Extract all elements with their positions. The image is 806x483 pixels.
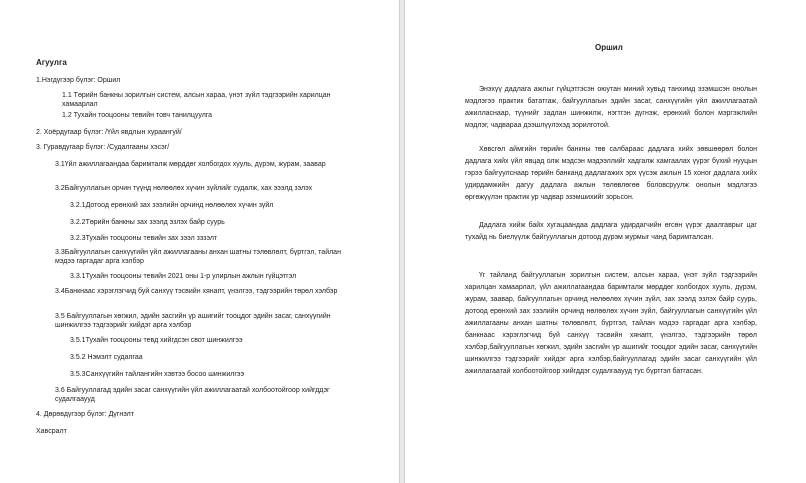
toc-entry[interactable]: 2. Хоёрдугаар бүлэг: /Үйл явдлын хураангуй/: [36, 129, 182, 136]
toc-entry[interactable]: 3.2.2Төрийн банкны зах зээлд эзлэх байр суурь: [70, 219, 225, 226]
intro-paragraph: Хөвсгөл аймгийн төрийн банкны төв салбараас дадлага хийх зөвшөөрөл болон дадлага хийх үйл явцад олж мэдсэн мэдээллийг хадгалж хамгаалах үүрэг бүхий нууцын гэрээ байгуулснаар төрийн банканд дадлагажих эрх үүсэж ажлын 15 хоног дадлага хийх удирдамжийн дагуу дадлага ажлын төлөвлөгөө боловсруулж онолын мэдлэгээ өргөжүүлэн практик ур чадвар эзэмшихийг зорьсон.: [465, 146, 757, 201]
intro-paragraph: Дадлага хийж байх хугацаандаа дадлага удирдагчийн өгсөн үүрэг даалгаврыг цаг тухайд нь биелүүлж байгууллагын дотоод дүрэм журмыг чанд баримталсан.: [465, 222, 757, 241]
toc-entry[interactable]: 3.5.3Санхүүгийн тайлангийн хэвтээ босоо шинжилгээ: [70, 371, 245, 378]
toc-entry[interactable]: 3.3Байгууллагын санхүүгийн үйл ажиллагааны анхан шатны тэлөвлөлт, бүртгэл, тайлан мэдээ гаргадаг арга хэлбэр: [55, 249, 341, 265]
toc-entry[interactable]: 4. Дөрөвдүгээр бүлэг: Дүгнэлт: [36, 411, 134, 418]
intro-paragraph: Үг тайланд байгууллагын зорилгын систем, алсын хараа, үнэт зүйл тэдгээрийн харилцан хамаарлал, үйл ажиллагаандаа баримталж мөрддөг холбогдох хууль, дүрэм, журам, заавар, байгууллагын орчинд нөлөөлөх хүчин зүйл, зах зээлд эзлэх байр суурь, дотоод ерөнхий зах зээлийн орчинд нөлөөлөх хүчин зүйл, байгууллагын санхүүгийн үйл ажиллагааны анхан шатны төлөвлөлт, бүртгэл, тайлан мэдээ гаргадаг арга хэлбэр, банкнаас хэрэглэгчид буй санхүү тэсвийн хянапт, үнэлгээ, тэдгээрийн төрөл хэлбэр,байгууллагын хөгжил, эдийн засгийн үр ашигийг тооцдог эдийн засаг, санхүүгийн шинжилгээ тэдгээрийг хийдэг арга хэлбэр,байгууллагад эдийн засаг санхүүгийн үйл ажиллагаатай холбоотойгоор хийгддэг судалгааууд тус бүртгэл батгасан.: [465, 272, 757, 375]
toc-entry[interactable]: 3.3.1Тухайн тооцооны тевийн 2021 оны 1-р улирлын ажлын гүйцэтгэл: [70, 273, 297, 280]
intro-paragraph: Энэхүү дадлага ажлыг гүйцэтгэсэн оюутан миний хувьд танхимд эзэмшсэн онолын мэдлэгээ практик бататгаж, байгууллагын эдийн засаг, санхүүгийн үйл ажиллагаатай ажилласнаар, түүнийг задлан шинжилж, нэгтгэн дүгнэж, ерөнхий болон мэргэжлийн мэдлэг, чадвараа дээшлүүлэхэд зорилготой.: [465, 86, 757, 129]
intro-page: [405, 0, 806, 483]
toc-entry[interactable]: 1.2 Тухайн тооцооны тевийн товч танилцуулга: [62, 112, 213, 119]
toc-entry[interactable]: 3.4Банкнаас хэрэглэгчид буй санхүү тэсвийн хянапт, үнэлгээ, тэдгээрийн төрөл хэлбэр: [55, 288, 338, 295]
toc-entry[interactable]: 3.5 Байгууллагын хөгжил, эдийн засгийн үр ашигийг тооцдог эдийн засаг, санхүүгийн шинжилгээ тэдгээрийг хийдэг арга хэлбэр: [55, 313, 331, 329]
intro-title: Оршил: [595, 43, 623, 52]
toc-entry[interactable]: 1.1 Төрийн банкны зорилгын систем, алсын хараа, үнэт зүйл тэдгээрийн харилцан хамаарлал: [62, 92, 331, 108]
toc-entry[interactable]: 3.1Үйл ажиллагаандаа баримталж мөрддөг холбогдох хууль, дүрэм, журам, заавар: [55, 161, 326, 168]
toc-entry[interactable]: 3.2Байгууллагын орчин түүнд нөлөөлөх хүчин зүйлийг судалж, хах эээлд зэлэх: [55, 185, 313, 192]
toc-entry[interactable]: 3.2.1Дотоод ерөнхий зах зээлийн орчинд нөлөөлөх хүчин зүйл: [70, 202, 274, 209]
toc-entry[interactable]: 1.Нэгдүгээр бүлэг: Оршил: [36, 77, 121, 84]
toc-page: [0, 0, 400, 483]
toc-entry[interactable]: 3.2.3Тухайн тооцооны тевийн зах зээл зэзэлт: [70, 235, 218, 242]
toc-title: Агуулга: [36, 58, 67, 67]
toc-entry[interactable]: 3. Гуравдугаар бүлэг: /Судалгааны хэсэг/: [36, 144, 170, 151]
toc-entry[interactable]: 3.6 Байгууллагад эдийн засаг санхүүгийн үйл ажиллагаатай холбоотойгоор хийгддэг судалгааууд: [55, 387, 330, 403]
toc-entry[interactable]: 3.5.2 Нэмэлт судалгаа: [70, 354, 143, 361]
toc-entry[interactable]: Хавсралт: [36, 428, 67, 435]
toc-entry[interactable]: 3.5.1Тухайн тооцооны тевд хийгдсэн свот шинжилгээ: [70, 337, 243, 344]
